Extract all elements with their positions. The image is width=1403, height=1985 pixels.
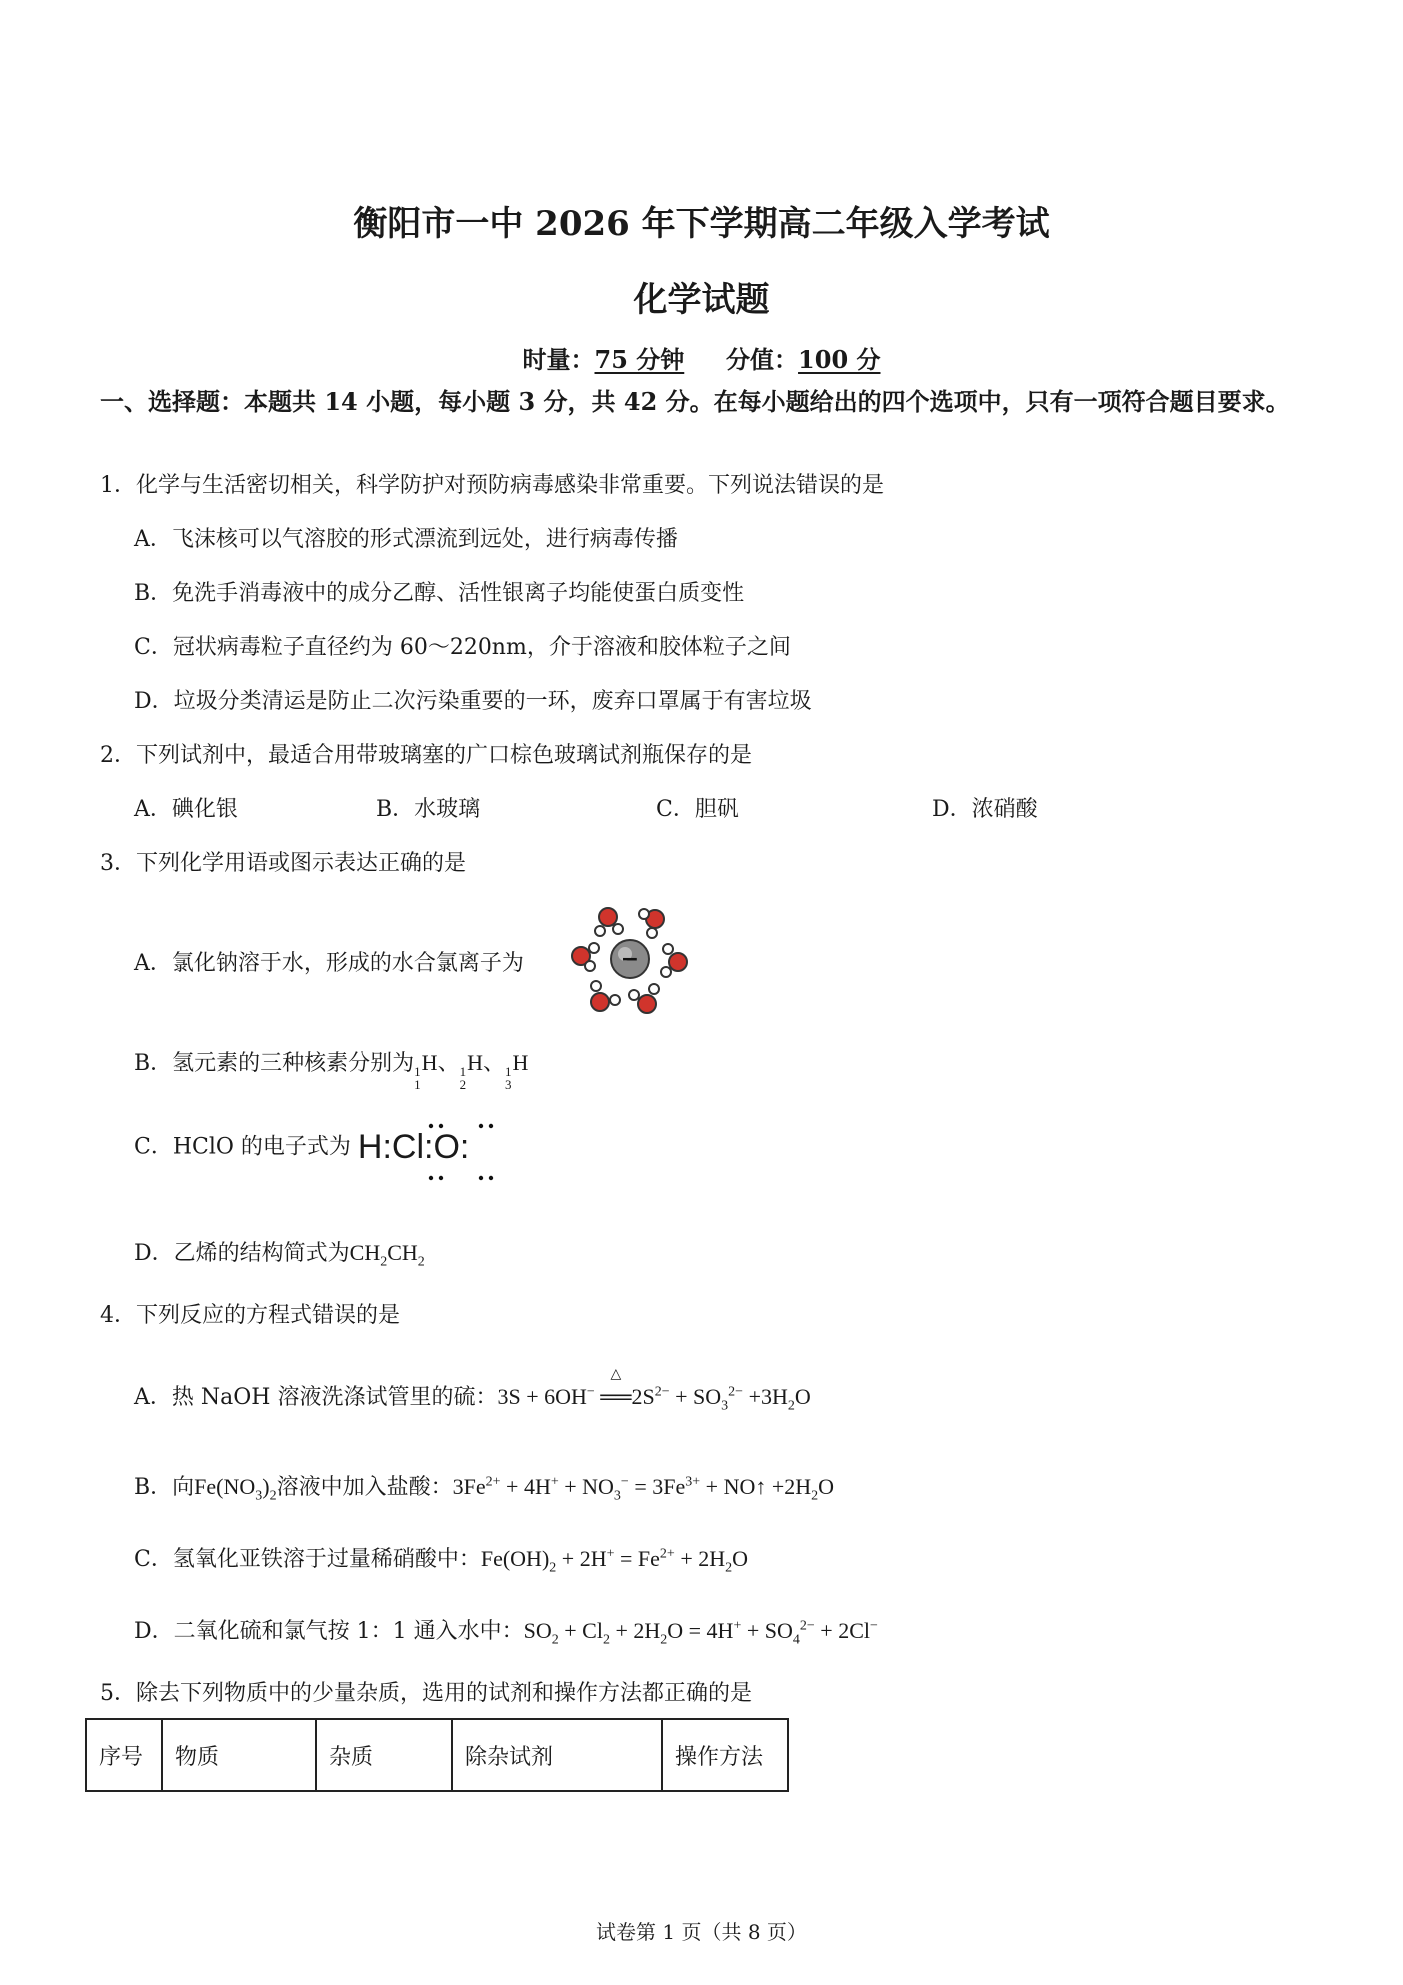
q2-option-b: B．水玻璃 [376, 797, 481, 822]
exam-title: 衡阳市一中 2026 年下学期高二年级入学考试 [353, 204, 1050, 244]
q4-option-d [134, 1614, 878, 1648]
table-header-row [86, 1719, 788, 1791]
ion-charge: − [620, 947, 640, 972]
q4-option-a-text: A．热 NaOH 溶液洗涤试管里的硫： [134, 1385, 498, 1410]
q4-equation-c: $Fe(OH)_2 + 2H^+ = Fe^{2+} + 2H_2O$ [480, 1546, 748, 1576]
exam-subject: 化学试题 [633, 280, 770, 320]
time-label: 时量： [522, 345, 595, 374]
ethylene-formula: $CH_2CH_2$ [349, 1240, 425, 1270]
impurity-table [85, 1718, 789, 1792]
q4-equation-d: $SO_2 + Cl_2 + 2H_2O = 4H^+ + SO_4^{2-} + 2Cl^-$ [523, 1618, 878, 1648]
q4-option-b-text: B．向 [134, 1475, 195, 1500]
table-header-cell: 杂质 [316, 1719, 452, 1791]
q1-option-b: B．免洗手消毒液中的成分乙醇、活性银离子均能使蛋白质变性 [134, 581, 745, 606]
q5-stem: 5．除去下列物质中的少量杂质，选用的试剂和操作方法都正确的是 [100, 1681, 752, 1706]
nuclide-h3: 1 3 H [504, 1050, 529, 1092]
q1-option-c: C．冠状病毒粒子直径约为 60～220nm，介于溶液和胶体粒子之间 [134, 635, 791, 660]
q1-option-d: D．垃圾分类清运是防止二次污染重要的一环，废弃口罩属于有害垃圾 [134, 689, 812, 714]
q3-option-a: A．氯化钠溶于水，形成的水合氯离子为 [134, 951, 524, 976]
table-header-cell: 操作方法 [662, 1719, 788, 1791]
time-value: 75 分钟 [594, 345, 685, 374]
q4-option-b [134, 1470, 835, 1504]
q1-option-a: A．飞沫核可以气溶胶的形式漂流到远处，进行病毒传播 [134, 527, 678, 552]
q4-option-b-text2: 溶液中加入盐酸： [276, 1475, 453, 1500]
lone-pair-dots [420, 1122, 520, 1182]
q1-stem: 1．化学与生活密切相关，科学防护对预防病毒感染非常重要。下列说法错误的是 [100, 473, 884, 498]
q2-option-a: A．碘化银 [134, 797, 238, 822]
q4-option-c [134, 1542, 748, 1576]
q3-stem: 3．下列化学用语或图示表达正确的是 [100, 851, 466, 876]
q4-option-d-text: D．二氧化硫和氯气按 1：1 通入水中： [134, 1619, 524, 1644]
q4-option-a [134, 1367, 811, 1414]
score-value: 100 分 [798, 345, 881, 374]
table-header-cell: 序号 [86, 1719, 162, 1791]
page-footer: 试卷第 1 页（共 8 页） [596, 1920, 807, 1944]
q4-equation-a: 3S + 6OH− ══ △ $2S^{2-} + SO_3^{2-} +3H_2O$ [497, 1367, 811, 1414]
q3-option-d-text: D．乙烯的结构简式为 [134, 1241, 350, 1266]
q4-equation-b: $3Fe^{2+} + 4H^+ + NO_3^- = 3Fe^{3+}$ + NO↑ $+2H_2O$ [452, 1474, 835, 1504]
q2-stem: 2．下列试剂中，最适合用带玻璃塞的广口棕色玻璃试剂瓶保存的是 [100, 743, 752, 768]
iron-nitrate-formula: $Fe(NO_3)_2$ [194, 1474, 277, 1504]
hydrated-chloride-ion-diagram [560, 900, 700, 1018]
table-header-cell: 除杂试剂 [452, 1719, 662, 1791]
q4-stem: 4．下列反应的方程式错误的是 [100, 1303, 400, 1328]
q2-option-d: D．浓硝酸 [932, 797, 1038, 822]
q3-option-b: B．氢元素的三种核素分别为 1 1 H、 1 2 H、 1 3 H [134, 1050, 529, 1092]
nuclide-h2: 1 2 H [459, 1050, 483, 1092]
q2-option-c: C．胆矾 [656, 797, 739, 822]
q3-option-b-text: B．氢元素的三种核素分别为 [134, 1051, 415, 1076]
q3-option-c-text: C．HClO 的电子式为 [134, 1134, 351, 1160]
q4-option-c-text: C．氢氧化亚铁溶于过量稀硝酸中： [134, 1547, 481, 1572]
score-label: 分值： [726, 345, 799, 374]
section-heading: 一、选择题：本题共 14 小题，每小题 3 分，共 42 分。在每小题给出的四个选项中，只有一项符合题目要求。 [100, 387, 1290, 416]
nuclide-h1: 1 1 H [414, 1050, 438, 1092]
hclo-lewis-formula: H:Cl:O: [357, 1128, 470, 1166]
q3-option-d [134, 1236, 425, 1270]
exam-meta [0, 340, 1403, 375]
table-header-cell: 物质 [162, 1719, 316, 1791]
